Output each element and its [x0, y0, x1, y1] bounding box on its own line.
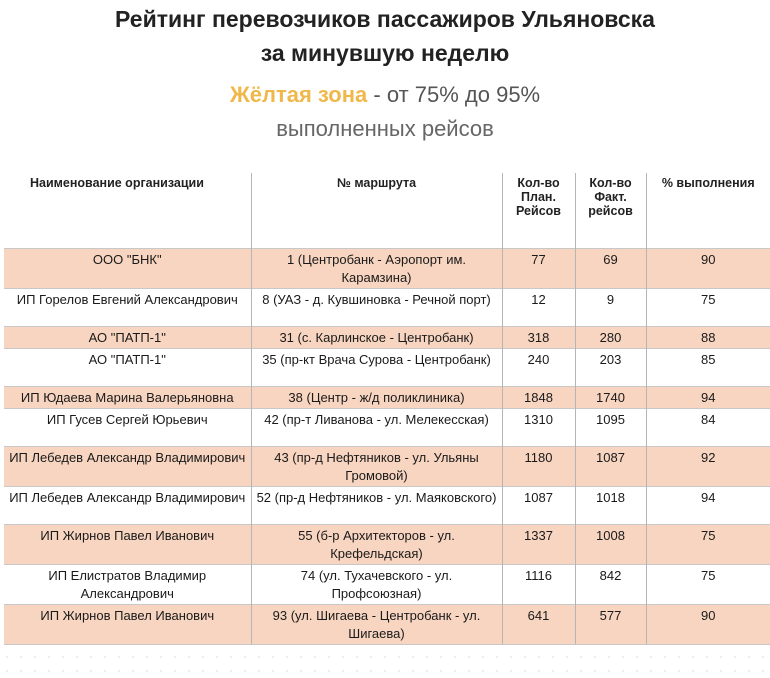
- cell-route: 8 (УАЗ - д. Кувшиновка - Речной порт): [251, 289, 502, 327]
- cell-org: ИП Елистратов Владимир Александрович: [4, 565, 251, 605]
- table-row: [4, 387, 770, 409]
- page-title: Рейтинг перевозчиков пассажиров Ульяновска: [115, 6, 655, 32]
- cell-pct: 94: [646, 487, 770, 525]
- cell-route: 42 (пр-т Ливанова - ул. Мелекесская): [251, 409, 502, 447]
- table-row: [4, 409, 770, 447]
- cell-pct: 75: [646, 289, 770, 327]
- cell-fact: 203: [575, 349, 646, 387]
- decorative-dot-pattern: [0, 650, 770, 678]
- cell-org: ИП Лебедев Александр Владимирович: [4, 487, 251, 525]
- cell-org: ИП Горелов Евгений Александрович: [4, 289, 251, 327]
- cell-plan: 641: [502, 605, 575, 645]
- cell-fact: 1087: [575, 447, 646, 487]
- cell-org: ИП Жирнов Павел Иванович: [4, 605, 251, 645]
- cell-plan: 1180: [502, 447, 575, 487]
- cell-pct: 88: [646, 327, 770, 349]
- table-row: [4, 487, 770, 525]
- cell-route: 55 (б-р Архитекторов - ул. Крефельдская): [251, 525, 502, 565]
- cell-org: АО "ПАТП-1": [4, 327, 251, 349]
- cell-route: 38 (Центр - ж/д поликлиника): [251, 387, 502, 409]
- cell-org: ИП Лебедев Александр Владимирович: [4, 447, 251, 487]
- table-row: [4, 327, 770, 349]
- zone-label: Жёлтая зона: [229, 82, 368, 107]
- cell-fact: 842: [575, 565, 646, 605]
- cell-route: 93 (ул. Шигаева - Центробанк - ул. Шигаева): [251, 605, 502, 645]
- cell-fact: 577: [575, 605, 646, 645]
- table-row: [4, 289, 770, 327]
- cell-fact: 1740: [575, 387, 646, 409]
- table-row: [4, 525, 770, 565]
- column-header-pct: % выполнения: [661, 176, 755, 190]
- cell-pct: 90: [646, 605, 770, 645]
- cell-plan: 318: [502, 327, 575, 349]
- cell-plan: 1337: [502, 525, 575, 565]
- cell-fact: 280: [575, 327, 646, 349]
- table-row: [4, 605, 770, 645]
- cell-route: 52 (пр-д Нефтяников - ул. Маяковского): [251, 487, 502, 525]
- cell-plan: 12: [502, 289, 575, 327]
- cell-fact: 1008: [575, 525, 646, 565]
- carrier-rating-table: [4, 173, 770, 645]
- cell-plan: 1310: [502, 409, 575, 447]
- cell-pct: 90: [646, 249, 770, 289]
- zone-range: - от 75% до 95%: [367, 82, 541, 107]
- cell-pct: 75: [646, 565, 770, 605]
- page-subtitle: за минувшую неделю: [260, 40, 510, 66]
- cell-route: 35 (пр-кт Врача Сурова - Центробанк): [251, 349, 502, 387]
- cell-pct: 92: [646, 447, 770, 487]
- table-row: [4, 565, 770, 605]
- cell-plan: 1116: [502, 565, 575, 605]
- cell-pct: 85: [646, 349, 770, 387]
- cell-plan: 240: [502, 349, 575, 387]
- cell-route: 74 (ул. Тухачевского - ул. Профсоюзная): [251, 565, 502, 605]
- cell-plan: 77: [502, 249, 575, 289]
- cell-fact: 1095: [575, 409, 646, 447]
- cell-fact: 69: [575, 249, 646, 289]
- cell-plan: 1087: [502, 487, 575, 525]
- cell-org: ИП Юдаева Марина Валерьяновна: [4, 387, 251, 409]
- cell-pct: 75: [646, 525, 770, 565]
- table-row: [4, 349, 770, 387]
- cell-route: 1 (Центробанк - Аэропорт им. Карамзина): [251, 249, 502, 289]
- cell-pct: 84: [646, 409, 770, 447]
- zone-caption: [0, 82, 770, 108]
- cell-org: ООО "БНК": [4, 249, 251, 289]
- zone-caption-line2: выполненных рейсов: [276, 116, 494, 141]
- cell-org: ИП Гусев Сергей Юрьевич: [4, 409, 251, 447]
- cell-fact: 9: [575, 289, 646, 327]
- cell-plan: 1848: [502, 387, 575, 409]
- column-header-fact: Кол-во Факт. рейсов: [575, 173, 646, 249]
- column-header-route: № маршрута: [251, 173, 502, 249]
- cell-pct: 94: [646, 387, 770, 409]
- column-header-org: Наименование организации: [4, 173, 251, 249]
- table-row: [4, 447, 770, 487]
- table-row: [4, 249, 770, 289]
- cell-org: АО "ПАТП-1": [4, 349, 251, 387]
- table-header-row: [4, 173, 770, 249]
- column-header-plan: Кол-во План. Рейсов: [502, 173, 575, 249]
- cell-route: 43 (пр-д Нефтяников - ул. Ульяны Громовой): [251, 447, 502, 487]
- cell-org: ИП Жирнов Павел Иванович: [4, 525, 251, 565]
- cell-fact: 1018: [575, 487, 646, 525]
- cell-route: 31 (с. Карлинское - Центробанк): [251, 327, 502, 349]
